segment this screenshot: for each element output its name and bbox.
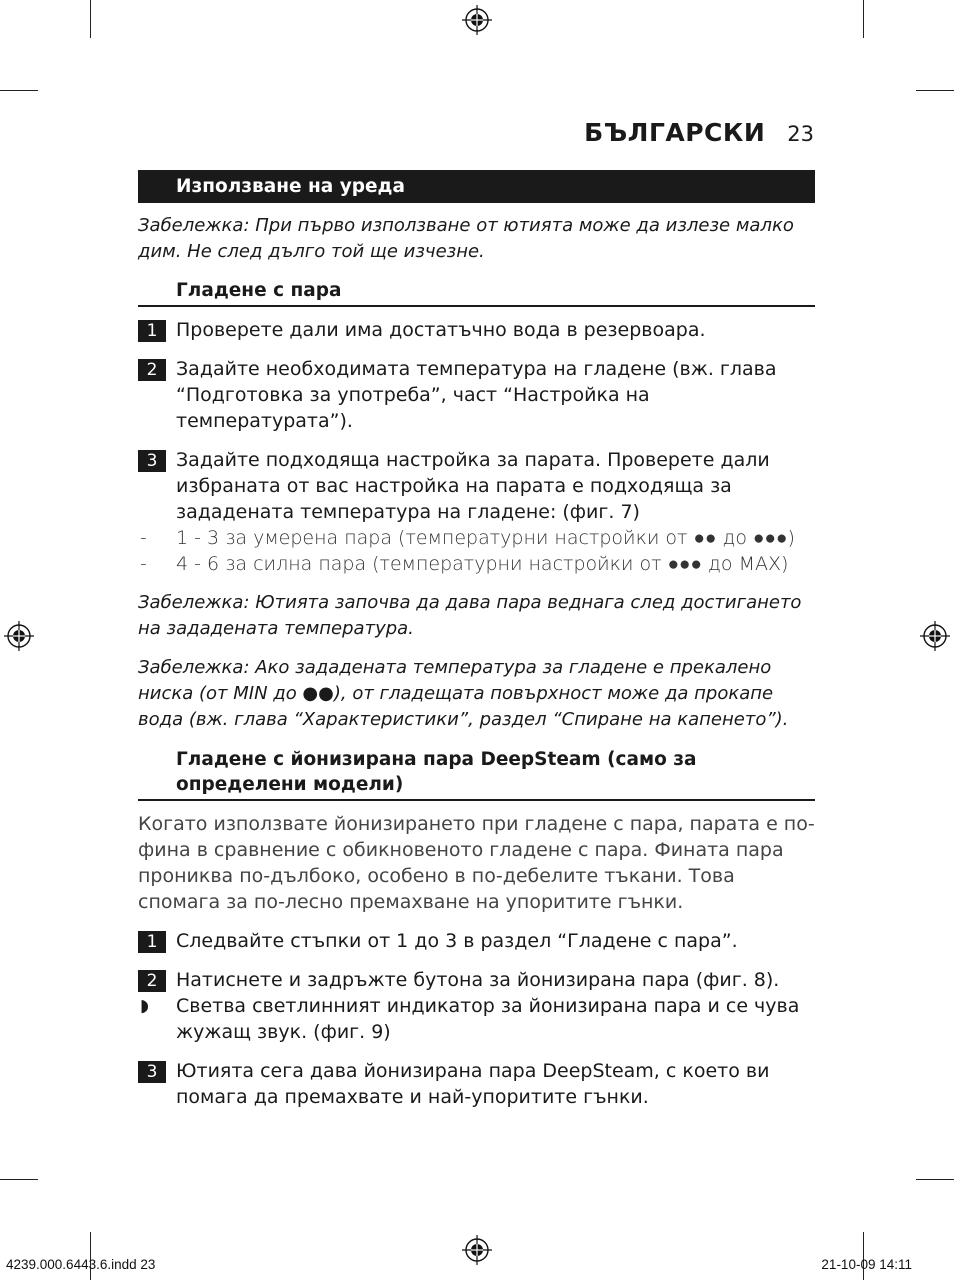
crop-mark xyxy=(863,0,864,38)
subheading-deepsteam: Гладене с йонизирана пара DeepSteam (само за определени модели) xyxy=(138,747,815,801)
step-text: Натиснете и задръжте бутона за йонизирана пара (фиг. 8). xyxy=(176,969,780,991)
step-number: 3 xyxy=(138,1061,166,1083)
step-text: Ютията сега дава йонизирана пара DeepSteam, с което ви помага да премахвате и най-упоритите гънки. xyxy=(176,1060,770,1108)
note-steam-start: Забележка: Ютията започва да дава пара веднага след достигането на зададената температура. xyxy=(138,592,802,639)
footer-file-info: 4239.000.6443.6.indd 23 xyxy=(6,1257,156,1272)
step-text: Задайте необходимата температура на гладене (вж. глава “Подготовка за употреба”, част “Настройка на температурата”). xyxy=(176,358,777,432)
step-item xyxy=(138,928,815,954)
crop-mark xyxy=(916,1179,954,1180)
result-text: Светва светлинният индикатор за йонизирана пара и се чува жужащ звук. (фиг. 9) xyxy=(176,995,800,1043)
crop-mark xyxy=(0,90,38,91)
step-number: 1 xyxy=(138,931,166,953)
registration-mark-icon xyxy=(920,621,950,651)
footer-date: 21-10-09 14:11 xyxy=(821,1257,912,1272)
step-number: 2 xyxy=(138,970,166,992)
note-low-temperature: Забележка: Ако зададената температура за гладене е прекалено ниска (от MIN до ●●), от гладещата повърхност може да прокапе вода (вж. глава “Характеристики”, раздел “Спиране на капенето”). xyxy=(138,657,789,730)
crop-mark xyxy=(90,0,91,38)
step-text: Следвайте стъпки от 1 до 3 в раздел “Гладене с пара”. xyxy=(176,930,738,952)
result-item xyxy=(138,993,815,1045)
crop-mark xyxy=(0,1179,38,1180)
list-item-text: 4 - 6 за силна пара (температурни настройки от ●●● до MAX) xyxy=(176,553,789,575)
language-title: БЪЛГАРСКИ xyxy=(584,118,766,147)
list-item xyxy=(138,551,815,577)
crop-mark xyxy=(916,90,954,91)
intro-paragraph: Когато използвате йонизирането при гладене с пара, парата е по-фина в сравнение с обикновеното гладене с пара. Фината пара прониква по-дълбоко, особено в по-дебелите тъкани. Това спомага за по-лесно премахване на упоритите гънки. xyxy=(138,813,815,913)
page-header xyxy=(584,118,814,147)
step-item xyxy=(138,356,815,434)
list-item-text: 1 - 3 за умерена пара (температурни настройки от ●● до ●●●) xyxy=(176,527,795,549)
step-item xyxy=(138,317,815,343)
step-item xyxy=(138,967,815,993)
list-item xyxy=(138,525,815,551)
registration-mark-icon xyxy=(462,5,492,35)
subheading-steam-ironing: Гладене с пара xyxy=(138,278,815,307)
registration-mark-icon xyxy=(462,1235,492,1265)
step-number: 1 xyxy=(138,320,166,342)
section-title: Използване на уреда xyxy=(138,170,815,203)
registration-mark-icon xyxy=(4,621,34,651)
dash-mark: - xyxy=(140,553,147,575)
note-first-use: Забележка: При първо използване от ютията може да излезе малко дим. Не след дълго той ще изчезне. xyxy=(138,215,794,262)
step-text: Проверете дали има достатъчно вода в резервоара. xyxy=(176,319,706,341)
step-number: 3 xyxy=(138,450,166,472)
dash-mark: - xyxy=(140,527,147,549)
step-text: Задайте подходяща настройка за парата. Проверете дали избраната от вас настройка на парата е подходяща за зададената температура на гладене: (фиг. 7) xyxy=(176,449,770,523)
crop-mark xyxy=(90,1232,91,1280)
page-number: 23 xyxy=(787,122,814,146)
step-item xyxy=(138,447,815,525)
page-content xyxy=(138,170,815,1110)
step-number: 2 xyxy=(138,359,166,381)
step-item xyxy=(138,1058,815,1110)
result-arrow-icon: ◗ xyxy=(140,996,149,1016)
crop-mark xyxy=(863,1232,864,1280)
